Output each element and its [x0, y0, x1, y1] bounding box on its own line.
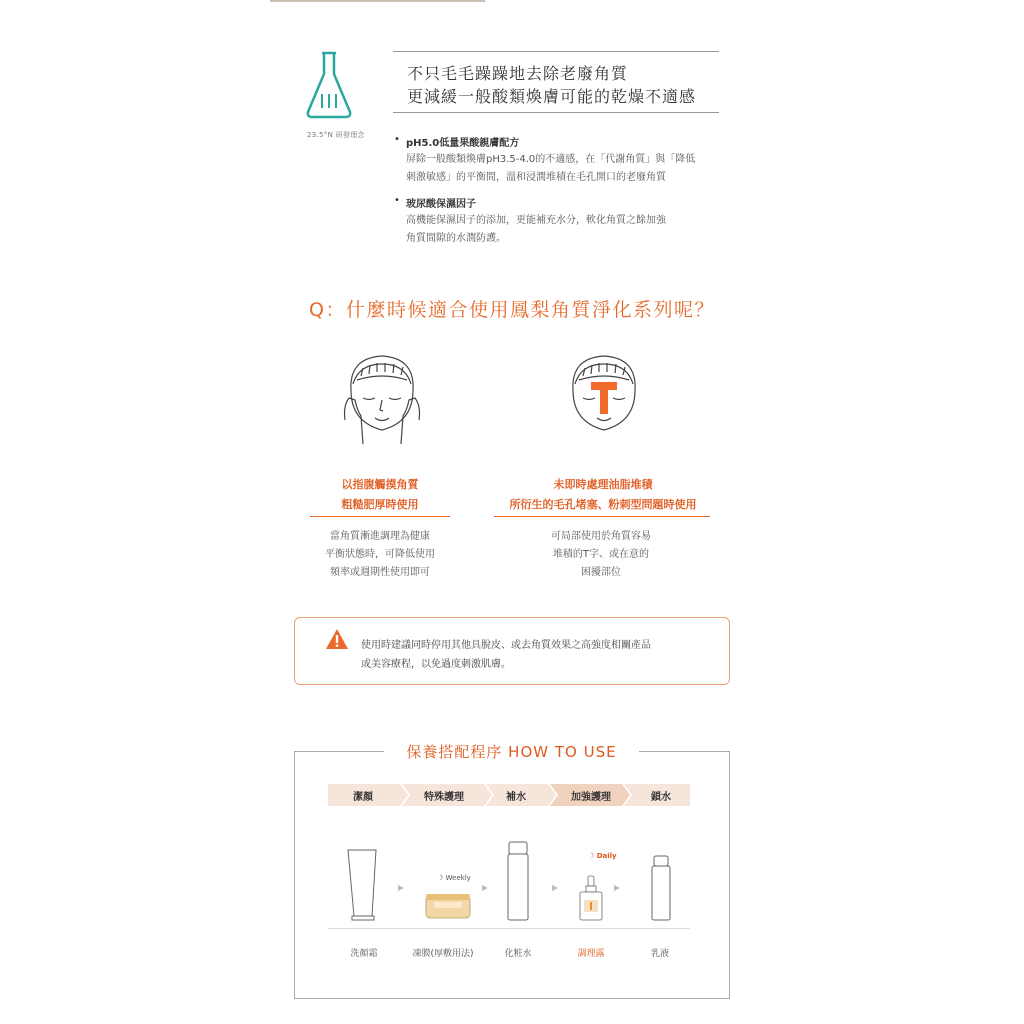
essence-dropper-icon — [580, 876, 602, 920]
title-underline — [494, 516, 710, 517]
divider — [393, 51, 719, 52]
how-to-use-title: 保養搭配程序 HOW TO USE — [384, 741, 639, 762]
usage-title-line: 粗糙肥厚時使用 — [341, 498, 419, 511]
bullet-title: • pH5.0低量果酸親膚配方 — [406, 134, 519, 149]
usage-title-line: 以指腹觸摸角質 — [341, 478, 419, 491]
step-label: 潔顏 — [353, 792, 373, 803]
intro-headline — [407, 62, 696, 108]
step-label: 鎖水 — [651, 792, 671, 803]
headline-line: 不只毛毛躁躁地去除老廢角質 — [407, 64, 629, 83]
usage-desc-line: 頻率或週期性使用即可 — [330, 567, 430, 578]
headline-line: 更減緩一般酸類煥膚可能的乾燥不適感 — [407, 87, 697, 106]
product-lineup — [328, 838, 690, 928]
warning-text — [361, 636, 651, 674]
step-label: 加強護理 — [571, 792, 611, 803]
usage-title-line: 所衍生的毛孔堵塞、粉刺型問題時使用 — [509, 498, 697, 511]
product-label: 化粧水 — [504, 949, 532, 959]
lotion-bottle-icon — [652, 856, 670, 920]
question-heading: Q：什麼時候適合使用鳳梨角質淨化系列呢？ — [309, 299, 715, 321]
usage-desc-touch — [300, 528, 460, 582]
usage-title-touch — [310, 475, 450, 515]
face-touch-icon — [337, 350, 427, 450]
bullet-line: 角質間隙的水潤防護。 — [406, 233, 506, 244]
lab-caption: 23.5°N 研發理念 — [307, 131, 365, 139]
warning-line: 或美容療程，以免過度刺激肌膚。 — [361, 659, 511, 670]
face-t-zone-icon — [559, 350, 649, 450]
divider — [393, 112, 719, 113]
warning-line: 使用時建議同時停用其他具脫皮、或去角質效果之高強度相關產品 — [361, 640, 651, 651]
cleanser-tube-icon — [348, 850, 376, 920]
weekly-tag: ☽ Weekly — [437, 874, 471, 882]
gel-mask-jar-icon — [426, 894, 470, 918]
arrow-icon — [614, 885, 620, 891]
product-label: 凍膜(厚敷用法) — [412, 949, 474, 959]
warning-icon — [325, 628, 349, 650]
usage-desc-line: 困擾部位 — [581, 567, 621, 578]
usage-desc-line: 平衡狀態時，可降低使用 — [325, 549, 435, 560]
weekly-tag-text: Weekly — [445, 874, 471, 882]
product-label: 洗顏霜 — [350, 949, 378, 959]
usage-desc-line: 可局部使用於角質容易 — [551, 531, 651, 542]
daily-tag-text: Daily — [596, 852, 617, 860]
bullet-line: 刺激敏感」的平衡間，溫和浸潤堆積在毛孔開口的老廢角質 — [406, 172, 666, 183]
usage-desc-line: 堆積的T字、或在意的 — [552, 549, 650, 560]
step-label: 補水 — [506, 792, 526, 803]
bullet-line: 高機能保濕因子的添加，更能補充水分，軟化角質之餘加強 — [406, 215, 666, 226]
top-divider — [270, 0, 485, 2]
usage-title-line: 未即時處理油脂堆積 — [553, 478, 653, 491]
title-underline — [310, 516, 450, 517]
arrow-icon — [552, 885, 558, 891]
bullet-line: 屏除一般酸類煥膚pH3.5-4.0的不適感，在「代謝角質」與「降低 — [406, 154, 696, 165]
arrow-icon — [398, 885, 404, 891]
usage-desc-t-zone — [500, 528, 702, 582]
usage-desc-line: 當角質漸進調理為健康 — [330, 531, 430, 542]
step-label: 特殊護理 — [424, 792, 464, 803]
bullet-title: • 玻尿酸保濕因子 — [406, 195, 476, 210]
bullet-text — [406, 212, 666, 248]
product-label: 乳液 — [650, 949, 669, 959]
usage-title-t-zone — [490, 475, 716, 515]
daily-tag: ☽ Daily — [588, 852, 617, 860]
divider — [328, 928, 690, 929]
bullet-text — [406, 151, 695, 187]
arrow-icon — [482, 885, 488, 891]
product-label: 調理露 — [577, 949, 605, 959]
flask-icon — [305, 50, 353, 120]
toner-bottle-icon — [508, 842, 528, 920]
